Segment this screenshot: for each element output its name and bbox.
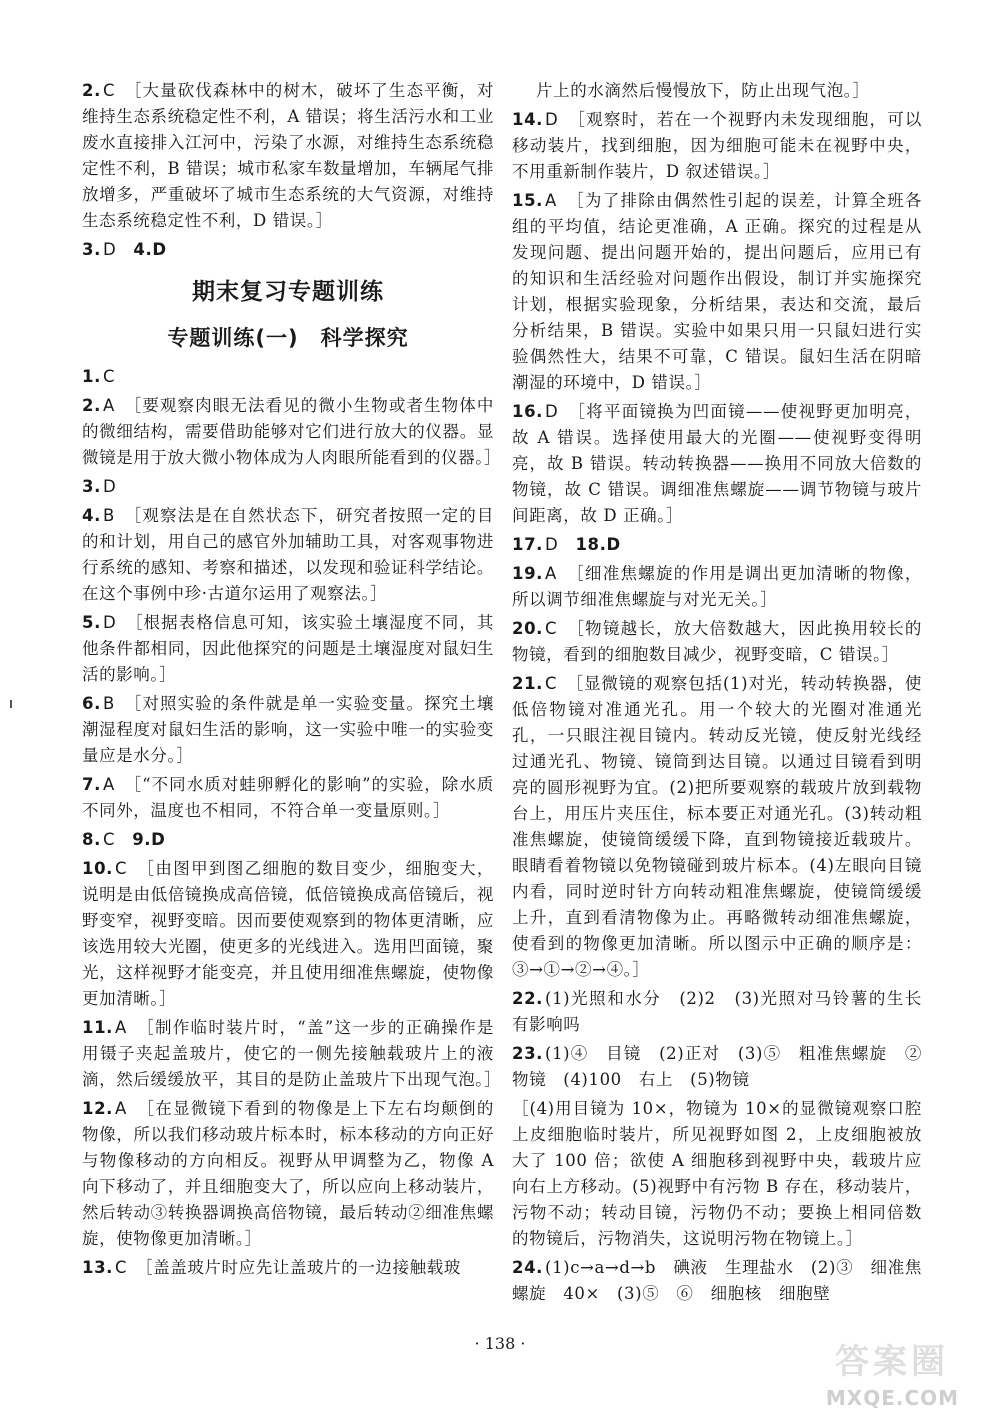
answer-l3: 3. D 4.D — [82, 240, 167, 259]
answer-r23: 23. (1)④ 目镜 (2)正对 (3)⑤ 粗准焦螺旋 ② 物镜 (4)100 右上 (5)物镜 — [512, 1044, 940, 1089]
answer-b1: 1. C — [82, 367, 116, 386]
answer-r16: 16. D ［将平面镜换为凹面镜——使视野更加明亮，故 A 错误。选择使用最大的光圈——使视野变得明亮，故 B 错误。转动转换器——换用不同放大倍数的物镜，故 C 错误。调细准焦螺旋——调节物镜与玻片间距离，故 D 正确。］ — [512, 402, 923, 525]
watermark-url: MXQE.COM — [825, 1386, 960, 1410]
margin-mark — [10, 700, 12, 708]
answer-b10: 10. C ［由图甲到图乙细胞的数目变少，细胞变大，说明是由低倍镜换成高倍镜，低倍镜换成高倍镜后，视野变窄，视野变暗。因而要使观察到的物体更清晰，应该选用较大光圈，使更多的光线进入。选用凹面镜，聚光，这样视野才能变亮，并且使用细准焦螺旋，使物像更加清晰。］ — [82, 859, 494, 1008]
section-heading-main: 期末复习专题训练 — [192, 279, 384, 305]
answer-b2: 2. A ［要观察肉眼无法看见的微小生物或者生物体中的微细结构，需要借助能够对它们进行放大的仪器。显微镜是用于放大微小物体成为人肉眼所能看到的仪器。］ — [82, 396, 502, 467]
answer-l2: 2. C ［大量砍伐森林中的树木，破坏了生态平衡，对维持生态系统稳定性不利，A 错误；将生活污水和工业废水直接排入江河中，污染了水源，对维持生态系统稳定性不利，B 错误；城市私家车数量增加，车辆尾气排放增多，严重破坏了城市生态系统的大气资源，对维持生态系统稳定性不利，D 错误。］ — [82, 81, 494, 230]
answer-b6: 6. B ［对照实验的条件就是单一实验变量。探究土壤潮湿程度对鼠妇生活的影响，这一实验中唯一的实验变量应是水分。］ — [82, 694, 494, 765]
answer-b8: 8. C 9.D — [82, 830, 166, 849]
answer-r24: 24. (1)c→a→d→b 碘液 生理盐水 (2)③ 细准焦螺旋 40× (3)⑤ ⑥ 细胞核 细胞壁 — [512, 1258, 922, 1303]
left-column — [82, 78, 502, 1284]
answer-r13-continued: 片上的水滴然后慢慢放下，防止出现气泡。］ — [536, 81, 870, 100]
answer-b4: 4. B ［观察法是在自然状态下，研究者按照一定的目的和计划，用自己的感官外加辅助工具，对客观事物进行系统的感知、考察和描述，以发现和验证科学结论。在这个事例中珍·古道尔运用了观察法。］ — [82, 506, 494, 603]
watermark — [790, 1332, 995, 1412]
answer-r14: 14. D ［观察时，若在一个视野内未发现细胞，可以移动装片，找到细胞，因为细胞可能未在视野中央，不用重新制作装片，D 叙述错误。］ — [512, 110, 922, 181]
answer-r19: 19. A ［细准焦螺旋的作用是调出更加清晰的物像，所以调节细准焦螺旋与对光无关。］ — [512, 564, 923, 609]
answer-b11: 11. A ［制作临时装片时，“盖”这一步的正确操作是用镊子夹起盖玻片，使它的一侧先接触载玻片上的液滴，然后缓缓放平，其目的是防止盖玻片下出现气泡。］ — [82, 1018, 502, 1089]
answer-b12: 12. A ［在显微镜下看到的物像是上下左右均颠倒的物像，所以我们移动玻片标本时，标本移动的方向正好与物像移动的方向相反。视野从甲调整为乙，物像 A 向下移动了，并且细胞变大了，所以应向上移动装片，然后转动③转换器调换高倍物镜，最后转动②细准焦螺旋，使物像更加清晰。］ — [82, 1099, 495, 1248]
answer-r20: 20. C ［物镜越长，放大倍数越大，因此换用较长的物镜，看到的细胞数目减少，视野变暗，C 错误。］ — [512, 619, 922, 664]
answer-r22: 22. (1)光照和水分 (2)2 (3)光照对马铃薯的生长有影响吗 — [512, 989, 922, 1034]
section-heading-sub: 专题训练(一) 科学探究 — [167, 326, 409, 350]
answer-r23-explanation: ［(4)用目镜为 10×，物镜为 10×的显微镜观察口腔上皮细胞临时装片，所见视野如图 2，上皮细胞被放大了 100 倍；欲使 A 细胞移到视野中央，载玻片应向右上方移动。(5)视野中有污物 B 存在，移动装片，污物不动；转动目镜，污物仍不动；要换上相同倍数的物镜后，污物消失，这说明污物在物镜上。］ — [512, 1099, 922, 1248]
answer-r15: 15. A ［为了排除由偶然性引起的误差，计算全班各组的平均值，结论更准确，A 正确。探究的过程是从发现问题、提出问题开始的，提出问题后，应用已有的知识和生活经验对问题作出假设，制订并实施探究计划，根据实验现象，分析结果，表达和交流，最后分析结果，B 错误。实验中如果只用一只鼠妇进行实验偶然性大，结果不可靠，C 错误。鼠妇生活在阴暗潮湿的环境中，D 错误。］ — [512, 191, 923, 392]
answer-r21: 21. C ［显微镜的观察包括(1)对光，转动转换器，使低倍物镜对准通光孔。用一个较大的光圈对准通光孔，一只眼注视目镜内。转动反光镜，使反射光线经过通光孔、物镜、镜筒到达目镜。以通过目镜看到明亮的圆形视野为宜。(2)把所要观察的载玻片放到载物台上，用压片夹压住，标本要正对通光孔。(3)转动粗准焦螺旋，使镜筒缓缓下降，直到物镜接近载玻片。眼睛看着物镜以免物镜碰到玻片标本。(4)左眼向目镜内看，同时逆时针方向转动粗准焦螺旋，使镜筒缓缓上升，直到看清物像为止。再略微转动细准焦螺旋，使看到的物像更加清晰。所以图示中正确的顺序是：③→①→②→④。］ — [512, 674, 922, 979]
answer-b3: 3. D — [82, 477, 117, 496]
page-number: · 138 · — [474, 1334, 526, 1353]
answer-b7: 7. A ［“不同水质对蛙卵孵化的影响”的实验，除水质不同外，温度也不相同，不符合单一变量原则。］ — [82, 775, 494, 820]
answer-b13: 13. C ［盖盖玻片时应先让盖玻片的一边接触载玻 — [82, 1258, 461, 1277]
watermark-logo: 答案圈 — [835, 1342, 949, 1382]
right-column — [512, 78, 940, 1310]
answer-r17: 17. D 18.D — [512, 535, 621, 554]
answer-b5: 5. D ［根据表格信息可知，该实验土壤湿度不同，其他条件都相同，因此他探究的问题是土壤湿度对鼠妇生活的影响。］ — [82, 613, 494, 684]
